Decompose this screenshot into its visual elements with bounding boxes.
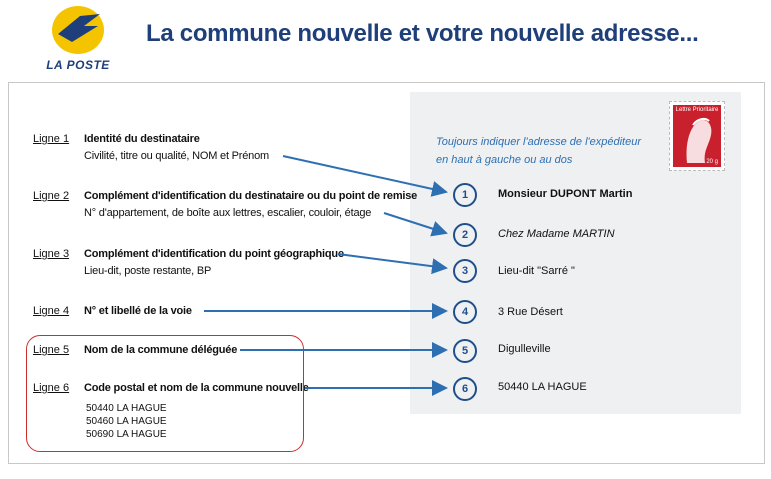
arrow-ligne-1 [283,156,446,192]
number-circle-6: 6 [453,377,477,401]
address-line-4: 3 Rue Désert [498,306,563,318]
sender-note-line-1: Toujours indiquer l'adresse de l'expéditeur [436,136,641,148]
stamp-value: 20 g [706,159,718,165]
postal-code-item: 50440 LA HAGUE [86,403,167,414]
stamp-top-text: Lettre Prioritaire [675,107,719,113]
ligne-heading-6: Code postal et nom de la commune nouvelle [84,382,309,394]
ligne-heading-3: Complément d'identification du point géographique [84,248,344,260]
ligne-label-1: Ligne 1 [33,133,70,145]
ligne-detail-3: Lieu-dit, poste restante, BP [84,265,212,277]
ligne-label-6: Ligne 6 [33,382,70,394]
ligne-label-5: Ligne 5 [33,344,70,356]
ligne-heading-4: N° et libellé de la voie [84,305,192,317]
ligne-detail-2: N° d'appartement, de boîte aux lettres, escalier, couloir, étage [84,207,372,219]
number-circle-5: 5 [453,339,477,363]
ligne-label-2: Ligne 2 [33,190,70,202]
number-circle-3: 3 [453,259,477,283]
address-line-5: Digulleville [498,343,551,355]
address-line-3: Lieu-dit "Sarré " [498,265,575,277]
postal-code-item: 50460 LA HAGUE [86,416,167,427]
ligne-detail-1: Civilité, titre ou qualité, NOM et Prénom [84,150,269,162]
address-line-6: 50440 LA HAGUE [498,381,587,393]
number-circle-1: 1 [453,183,477,207]
page-title: La commune nouvelle et votre nouvelle adresse... [146,20,699,47]
postal-code-item: 50690 LA HAGUE [86,429,167,440]
ligne-heading-2: Complément d'identification du destinataire ou du point de remise [84,190,418,202]
ligne-label-4: Ligne 4 [33,305,70,317]
arrow-ligne-2 [384,213,446,233]
logo-text: LA POSTE [46,58,110,72]
ligne-label-3: Ligne 3 [33,248,70,260]
address-line-1: Monsieur DUPONT Martin [498,188,633,200]
ligne-heading-1: Identité du destinataire [84,133,200,145]
number-circle-2: 2 [453,223,477,247]
arrow-ligne-3 [338,254,446,268]
number-circle-4: 4 [453,300,477,324]
ligne-heading-5: Nom de la commune déléguée [84,344,238,356]
address-line-2: Chez Madame MARTIN [498,228,615,240]
sender-note-line-2: en haut à gauche ou au dos [436,154,573,166]
